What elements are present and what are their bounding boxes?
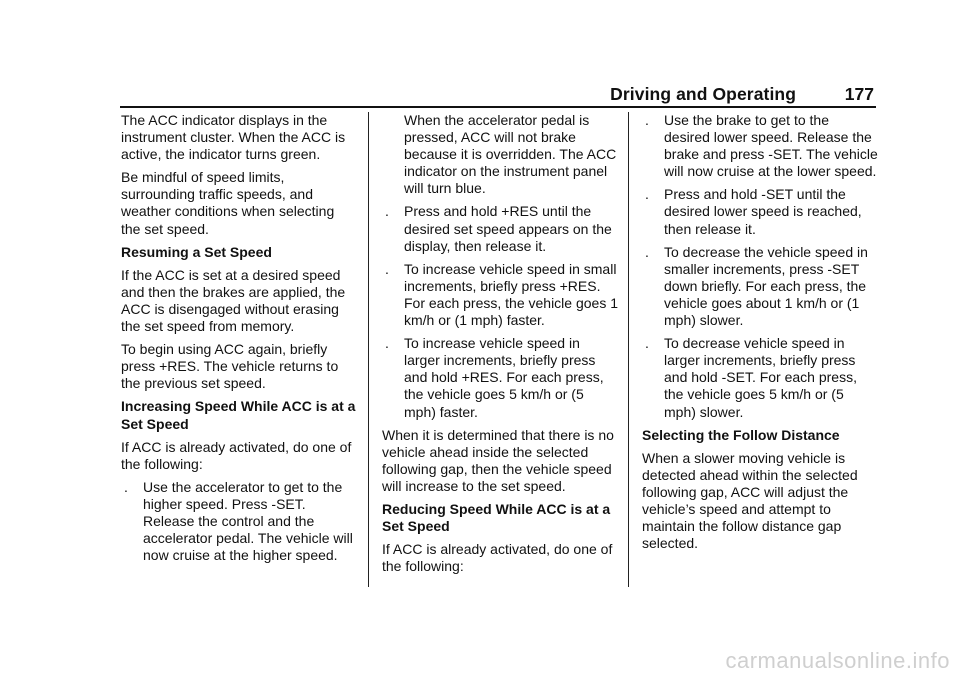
subheading-reducing-speed: Reducing Speed While ACC is at a Set Speed [382,500,611,535]
page-number: 177 [844,84,874,104]
list-item-text: To decrease the vehicle speed in smaller increments, press -SET down briefly. For each press, the vehicle goes about 1 km/h or (1 mph) slower. [664,243,868,329]
list-item-continuation: When the accelerator pedal is pressed, ACC will not brake because it is overridden. The ACC indicator on the instrument panel will turn blue. [404,112,617,197]
column-divider-1 [368,112,369,587]
list-item-text: To increase vehicle speed in small increments, briefly press +RES. For each press, the vehicle goes 1 km/h or (1 mph) faster. [404,260,619,329]
list-item [642,244,878,329]
list-item-text: Press and hold +RES until the desired set speed appears on the display, then release it. [404,203,612,254]
bullet-icon: . [645,335,649,352]
list-item [642,335,878,420]
paragraph: Be mindful of speed limits, surrounding traffic speeds, and weather conditions when selecting the set speed. [121,169,335,237]
paragraph: If ACC is already activated, do one of the following: [382,541,613,575]
list-item-text: To increase vehicle speed in larger increments, briefly press and hold +RES. For each press, the vehicle goes 5 km/h or (5 mph) faster. [404,335,604,420]
subheading-resuming-set-speed: Resuming a Set Speed [121,243,272,260]
bullet-icon: . [385,260,389,277]
paragraph: When a slower moving vehicle is detected ahead within the selected following gap, ACC will adjust the vehicle’s speed and attempt to maintain the follow distance gap selected. [642,449,858,552]
paragraph: If ACC is already activated, do one of the following: [121,438,352,472]
bullet-icon: . [385,203,389,220]
bullet-icon: . [645,186,649,203]
list-item-text: To decrease vehicle speed in larger increments, briefly press and hold -SET. For each press, the vehicle goes 5 km/h or (5 mph) slower. [664,335,857,420]
bullet-icon: . [645,112,649,128]
list-item [382,261,618,329]
list-item [382,335,618,420]
column-divider-2 [628,112,629,587]
bullet-icon: . [385,335,389,352]
list-item-text: Use the accelerator to get to the higher speed. Press -SET. Release the control and the accelerator pedal. The vehicle will now cruise at the higher speed. [143,478,353,564]
text-column-2 [382,112,618,581]
text-column-3 [642,112,878,558]
watermark: carmanualsonline.info [725,648,950,673]
text-column-1 [121,112,357,570]
list-item [642,186,878,237]
list-item-text: Use the brake to get to the desired lower speed. Release the brake and press -SET. The vehicle will now cruise at the lower speed. [664,112,878,180]
list-item [382,203,618,254]
subheading-follow-distance: Selecting the Follow Distance [642,426,840,443]
paragraph: The ACC indicator displays in the instrument cluster. When the ACC is active, the indicator turns green. [121,112,346,163]
paragraph: If the ACC is set at a desired speed and then the brakes are applied, the ACC is disengaged without erasing the set speed from memory. [121,266,346,335]
section-title: Driving and Operating [610,84,796,104]
list-item-text: Press and hold -SET until the desired lower speed is reached, then release it. [664,186,862,237]
paragraph: When it is determined that there is no vehicle ahead inside the selected following gap, then the vehicle speed will increase to the set speed. [382,426,614,494]
paragraph: To begin using ACC again, briefly press +RES. The vehicle returns to the previous set speed. [121,341,339,392]
subheading-increasing-speed: Increasing Speed While ACC is at a Set Speed [121,398,356,432]
bullet-icon: . [124,478,128,495]
page-header [120,84,876,108]
bullet-icon: . [645,243,649,260]
list-item [642,112,878,180]
list-item [121,479,357,564]
